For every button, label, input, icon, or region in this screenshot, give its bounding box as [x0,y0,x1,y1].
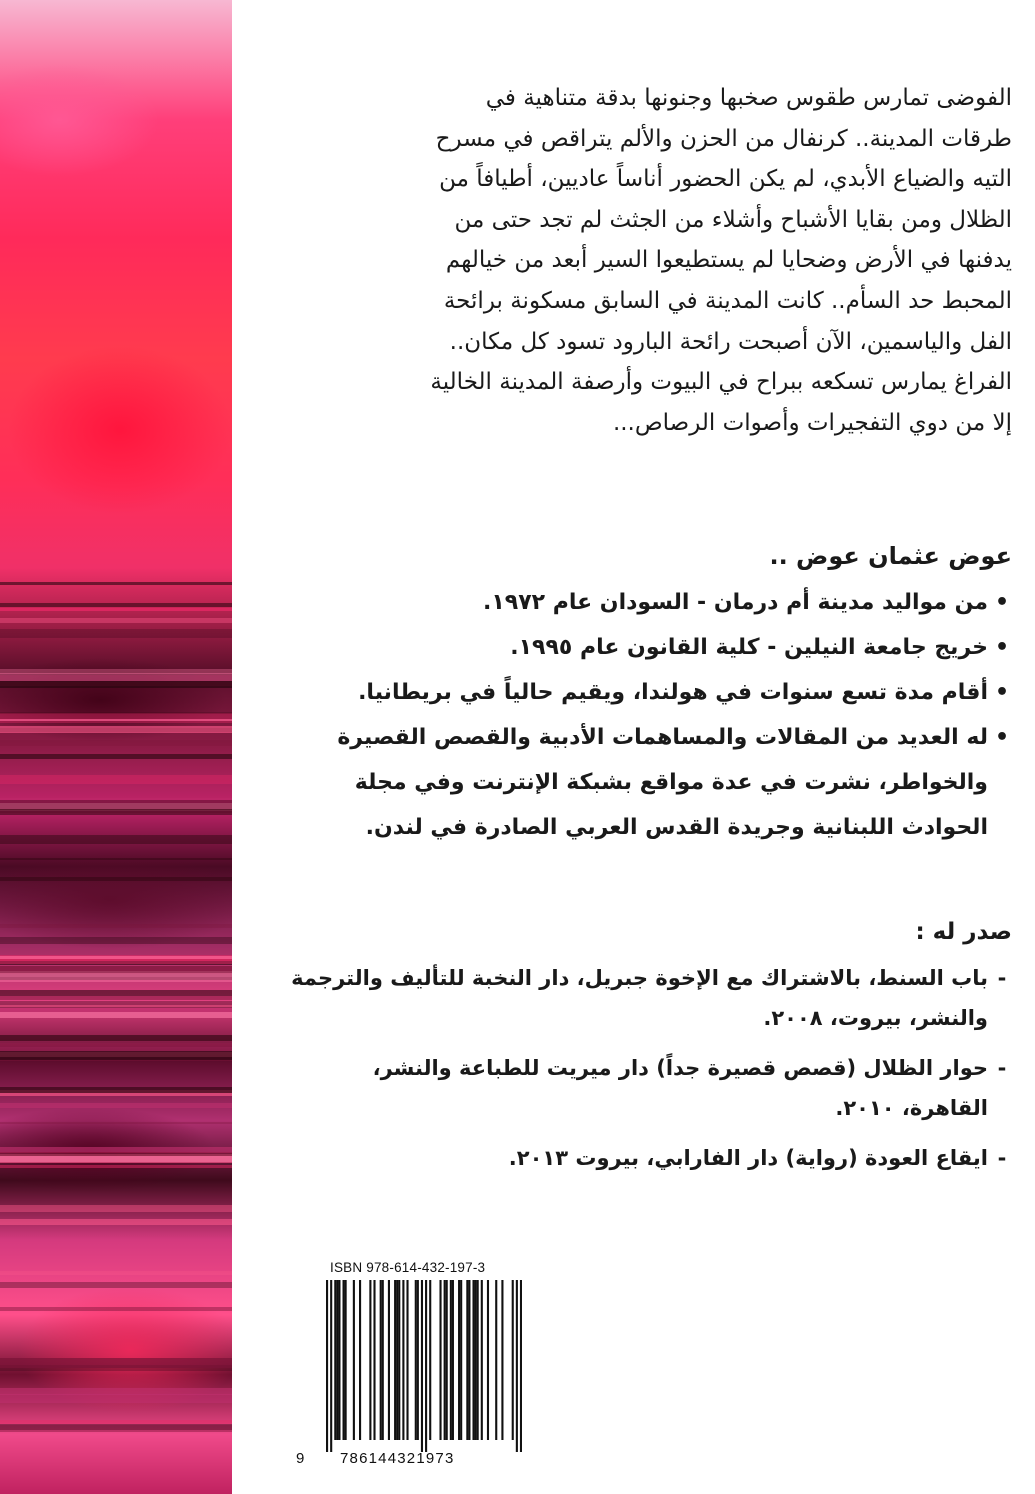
publications-heading: صدر له : [915,919,1012,945]
artwork-streak [0,754,232,759]
bio-item [290,625,1012,670]
barcode-bar [452,1280,454,1440]
barcode-bar [446,1280,448,1440]
barcode-bar [415,1280,417,1440]
artwork-streak [0,990,232,995]
author-bio-list [290,580,1012,850]
blurb-line: يدفنها في الأرض وضحايا لم يستطيعوا السير أبعد من خيالهم [445,247,1012,274]
artwork-streak [0,1153,232,1156]
barcode-bar [330,1280,332,1452]
barcode-bar [450,1280,452,1440]
barcode-bar [520,1280,522,1452]
bullet-icon: • [994,635,1010,660]
barcode-bar [466,1280,468,1440]
blurb-line: الفل والياسمين، الآن أصبحت رائحة البارود تسود كل مكان.. [449,328,1012,355]
barcode-bar [458,1280,460,1440]
barcode-bar [501,1280,503,1440]
barcode-bar [439,1280,441,1440]
artwork-streak [0,1156,232,1162]
artwork-streak [0,1147,232,1152]
bullet-icon: • [994,725,1010,750]
barcode-first-digit: 9 [296,1450,305,1467]
bio-item-text: خريج جامعة النيلين - كلية القانون عام ١٩٩٥. [510,635,988,660]
bio-item-text: أقام مدة تسع سنوات في هولندا، ويقيم حالياً في بريطانيا. [358,680,988,705]
artwork-streak [0,996,232,1000]
artwork-streak [0,1271,232,1274]
artwork-streak [0,1103,232,1108]
dash-icon: - [997,966,1007,990]
bullet-icon: • [994,680,1010,705]
blurb-line: الفوضى تمارس طقوس صخبها وجنونها بدقة متناهية في [485,85,1012,111]
artwork-streak [0,1122,232,1125]
artwork-streak [0,712,232,714]
publication-item [290,1138,1012,1178]
artwork-streak [0,1425,232,1432]
artwork-streak [0,1051,232,1061]
barcode-bar [382,1280,384,1440]
bio-item [290,670,1012,715]
barcode-bar [373,1280,375,1440]
barcode-bar [336,1280,338,1440]
barcode-bar [398,1280,400,1440]
artwork-streak [0,1388,232,1395]
barcode-digit-string: 786144321973 [340,1450,455,1467]
barcode-bar [343,1280,345,1440]
barcode-bar [487,1280,489,1440]
artwork-streak [0,956,232,959]
artwork-streak [0,971,232,977]
barcode-bar [512,1280,514,1440]
barcode-bar [334,1280,336,1440]
artwork-streak [0,775,232,784]
blurb-line: الفراغ يمارس تسكعه ببراح في البيوت وأرصفة المدينة الخالية [430,369,1012,396]
artwork-streak [0,924,232,928]
bullet-icon: • [994,590,1010,615]
barcode-bar [444,1280,446,1440]
artwork-streak [0,681,232,689]
barcode-bar [468,1280,470,1440]
artwork-streak [0,1358,232,1368]
artwork-streak [0,809,232,816]
artwork-streak [0,1165,232,1168]
blurb-line: الظلال ومن بقايا الأشباح وأشلاء من الجثث لم تجد حتى من [454,206,1012,233]
blurb-line: طرقات المدينة.. كرنفال من الحزن والألم يتراقص في مسرح [435,125,1012,152]
artwork-streak [0,618,232,623]
artwork-streak [0,835,232,844]
dash-icon: - [997,1056,1007,1080]
bio-item [290,715,1012,850]
artwork-streak [0,1043,232,1047]
barcode-bar [402,1280,404,1440]
artwork-streak [0,877,232,882]
barcode-bar [472,1280,474,1440]
barcode-bar [406,1280,408,1440]
artwork-streak [0,1012,232,1018]
barcode-bar [380,1280,382,1440]
author-name-heading: عوض عثمان عوض .. [769,542,1012,570]
publication-item [290,958,1012,1038]
barcode-bar [516,1280,518,1452]
barcode-bar [359,1280,361,1440]
isbn-label: ISBN 978-614-432-197-3 [330,1260,486,1275]
artwork-streak [0,629,232,638]
artwork-streak [0,937,232,943]
artwork-streak [0,1282,232,1287]
barcode-bar [481,1280,483,1440]
artwork-streak [0,1087,232,1093]
barcode-bar [477,1280,479,1440]
barcode-bar [429,1280,431,1440]
barcode-bar [326,1280,328,1452]
artwork-streak [0,1005,232,1007]
barcode-bar [475,1280,477,1440]
dash-icon: - [997,1146,1007,1170]
barcode-bar [394,1280,396,1440]
barcode-bar [338,1280,340,1440]
artwork-streak [0,582,232,585]
publications-list [290,958,1012,1188]
artwork-streak [0,1035,232,1040]
bio-item-text: له العديد من المقالات والمساهمات الأدبية والقصص القصيرة والخواطر، نشرت في عدة مواقع بشبكة الإنترنت وفي مجلة الحوادث اللبنانية وجريدة القدس العربي الصادرة في لندن. [337,725,988,840]
blurb-line: إلا من دوي التفجيرات وأصوات الرصاص... [612,409,1012,436]
bio-item [290,580,1012,625]
barcode-bar [495,1280,497,1440]
blurb-text [290,78,1012,443]
artwork-streak [0,726,232,733]
artwork-streak [0,1394,232,1403]
barcode-bar [421,1280,423,1452]
publication-item-text: ايقاع العودة (رواية) دار الفارابي، بيروت ٢٠١٣. [508,1146,988,1170]
barcode-bar [425,1280,427,1452]
bio-item-text: من مواليد مدينة أم درمان - السودان عام ١٩٧٢. [483,590,988,615]
barcode-bar [417,1280,419,1440]
barcode-bar [369,1280,371,1440]
publication-item-text: حوار الظلال (قصص قصيرة جداً) دار ميريت للطباعة والنشر، القاهرة، ٢٠١٠. [372,1056,988,1120]
artwork-streak [0,858,232,860]
artwork-streak [0,740,232,746]
barcode-bar [396,1280,398,1440]
artwork-streak [0,1307,232,1310]
barcode-bar [460,1280,462,1440]
publication-item-text: باب السنط، بالاشتراك مع الإخوة جبريل، دار النخبة للتأليف والترجمة والنشر، بيروت، ٢٠٠٨. [291,966,988,1030]
blurb-line: المحبط حد السأم.. كانت المدينة في السابق مسكونة برائحة [443,287,1012,314]
artwork-streak [0,713,232,723]
publication-item [290,1048,1012,1128]
blurb-line: التيه والضياع الأبدي، لم يكن الحضور أناساً عاديين، أطيافاً من [439,166,1012,193]
isbn-barcode [292,1260,524,1482]
barcode-bar [353,1280,355,1440]
artwork-streak [0,607,232,612]
artwork-streak [0,1219,232,1225]
cover-artwork-strip [0,0,232,1494]
barcode-bars [326,1280,522,1452]
barcode-bar [345,1280,347,1440]
barcode-bar [388,1280,390,1440]
artwork-streak [0,1205,232,1212]
